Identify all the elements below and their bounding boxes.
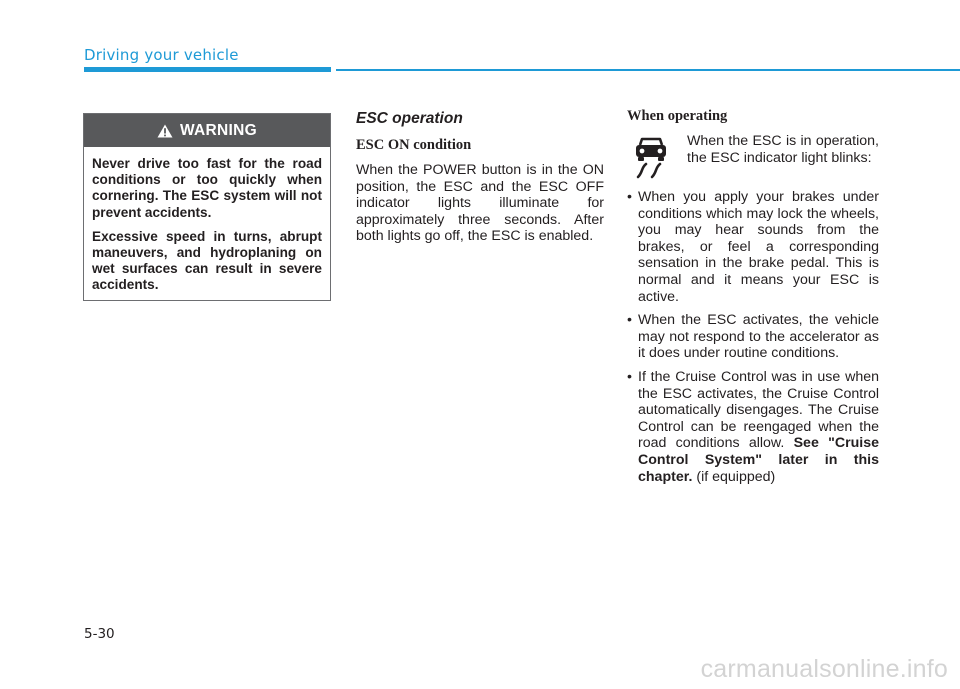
warning-triangle-icon [157, 124, 173, 138]
header-rule-thick [84, 67, 331, 72]
when-operating-column [627, 108, 879, 492]
list-item: • When you apply your brakes under conditions which may lock the wheels, you may hear sounds from the brakes, or feel a corresponding sensation in the brake pedal. This is normal and it means your ESC is active. [627, 189, 879, 305]
warning-paragraph: Never drive too fast for the road conditions or too quickly when cornering. The ESC system will not prevent accidents. [92, 156, 322, 220]
list-item: • When the ESC activates, the vehicle may not respond to the accelerator as it does under routine conditions. [627, 312, 879, 362]
watermark: carmanualsonline.info [700, 655, 948, 683]
when-operating-heading: When operating [627, 108, 728, 124]
warning-label: WARNING [179, 121, 257, 139]
cruise-control-reference: See "Cruise Control System" later in this chapter. [638, 435, 879, 485]
warning-header [84, 114, 330, 147]
warning-paragraph: Excessive speed in turns, abrupt maneuvers, and hydroplaning on wet surfaces can result in severe accidents. [92, 228, 322, 293]
page-number: 5-30 [84, 626, 115, 642]
esc-operation-column [356, 108, 604, 245]
indicator-description: When the ESC is in operation, the ESC indicator light blinks: [687, 133, 879, 166]
cruise-control-text: If the Cruise Control was in use when the ESC activates, the Cruise Control automatically disengages. The Cruise Control can be reengaged when the road conditions allow. [638, 368, 879, 452]
list-item [627, 369, 879, 485]
esc-operation-title: ESC operation [356, 110, 463, 127]
if-equipped-note: (if equipped) [696, 468, 776, 485]
section-title: Driving your vehicle [84, 46, 239, 64]
warning-box [83, 113, 331, 301]
esc-on-condition-text: When the POWER button is in the ON position, the ESC and the ESC OFF indicator lights illuminate for approximately three seconds. After both lights go off, the ESC is enabled. [356, 162, 604, 245]
operating-bullets [627, 189, 879, 485]
esc-on-condition-heading: ESC ON condition [356, 137, 472, 153]
header-rule-thin [336, 69, 960, 71]
indicator-row [627, 133, 879, 183]
esc-indicator-icon [627, 135, 675, 183]
warning-body [84, 147, 330, 294]
